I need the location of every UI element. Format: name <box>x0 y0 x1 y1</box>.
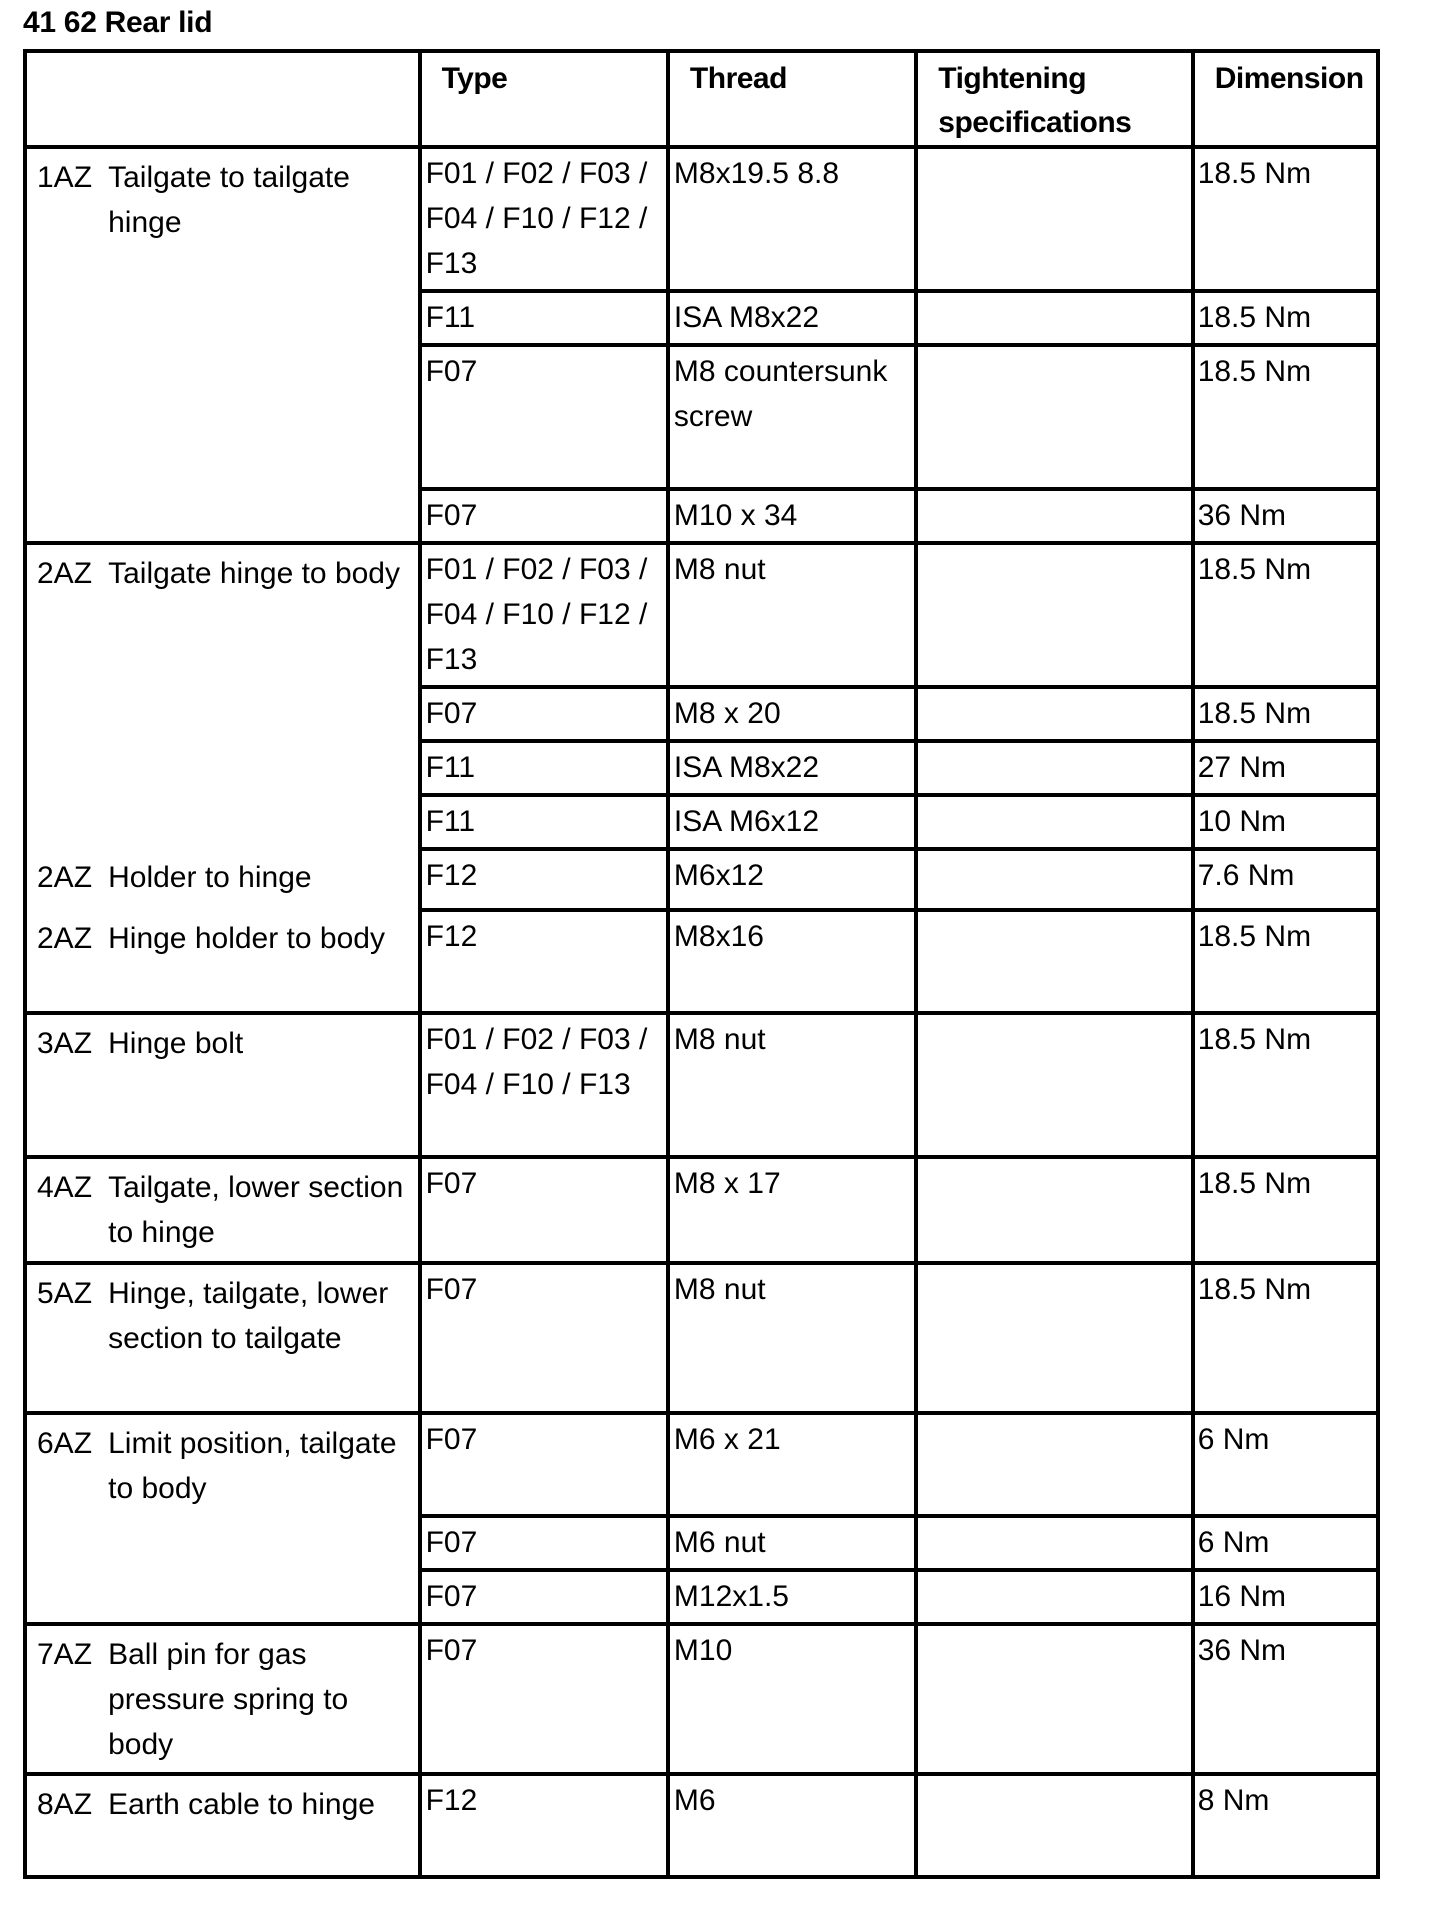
table-row <box>25 1157 1378 1263</box>
tightening-spec-cell <box>916 1774 1192 1877</box>
table-header-row <box>25 51 1378 147</box>
header-type: Type <box>420 51 668 147</box>
tightening-spec-cell <box>916 291 1192 345</box>
thread-cell: M8x16 <box>668 910 916 1013</box>
tightening-spec-cell <box>916 1624 1192 1774</box>
vehicle-type-cell: F11 <box>420 795 668 849</box>
table-row <box>25 1263 1378 1413</box>
item-code: 5AZ <box>25 1263 108 1413</box>
header-blank <box>25 51 420 147</box>
table-row <box>25 147 1378 291</box>
thread-cell: M6 x 21 <box>668 1413 916 1516</box>
item-description: Holder to hinge <box>108 849 419 910</box>
tightening-spec-cell <box>916 1157 1192 1263</box>
thread-cell: ISA M8x22 <box>668 291 916 345</box>
vehicle-type-cell: F07 <box>420 1516 668 1570</box>
tightening-spec-cell <box>916 345 1192 489</box>
thread-cell: M8 x 20 <box>668 687 916 741</box>
dimension-cell: 18.5 Nm <box>1193 345 1378 489</box>
item-code: 4AZ <box>25 1157 108 1263</box>
dimension-cell: 18.5 Nm <box>1193 687 1378 741</box>
thread-cell: M10 <box>668 1624 916 1774</box>
tightening-spec-cell <box>916 1570 1192 1624</box>
header-tightening: Tightening specifications <box>916 51 1192 147</box>
tightening-spec-cell <box>916 1013 1192 1157</box>
tightening-spec-cell <box>916 795 1192 849</box>
tightening-spec-cell <box>916 1516 1192 1570</box>
vehicle-type-cell: F12 <box>420 849 668 910</box>
dimension-cell: 18.5 Nm <box>1193 1263 1378 1413</box>
vehicle-type-cell: F07 <box>420 687 668 741</box>
thread-cell: M8 nut <box>668 543 916 687</box>
thread-cell: M8 nut <box>668 1013 916 1157</box>
thread-cell: M8x19.5 8.8 <box>668 147 916 291</box>
item-description: Hinge bolt <box>108 1013 419 1157</box>
tightening-spec-cell <box>916 687 1192 741</box>
thread-cell: M8 countersunk screw <box>668 345 916 489</box>
thread-cell: M6 <box>668 1774 916 1877</box>
header-thread: Thread <box>668 51 916 147</box>
item-description: Tailgate to tailgate hinge <box>108 147 419 543</box>
vehicle-type-cell: F01 / F02 / F03 / F04 / F10 / F12 / F13 <box>420 147 668 291</box>
table-row <box>25 910 1378 1013</box>
item-code: 2AZ <box>25 849 108 910</box>
dimension-cell: 6 Nm <box>1193 1413 1378 1516</box>
table-row <box>25 849 1378 910</box>
vehicle-type-cell: F11 <box>420 291 668 345</box>
table-row <box>25 1774 1378 1877</box>
tightening-spec-cell <box>916 1263 1192 1413</box>
dimension-cell: 8 Nm <box>1193 1774 1378 1877</box>
item-description: Hinge, tailgate, lower section to tailgate <box>108 1263 419 1413</box>
table-row <box>25 543 1378 687</box>
dimension-cell: 36 Nm <box>1193 489 1378 543</box>
vehicle-type-cell: F11 <box>420 741 668 795</box>
thread-cell: M8 x 17 <box>668 1157 916 1263</box>
item-code: 8AZ <box>25 1774 108 1877</box>
tightening-spec-cell <box>916 543 1192 687</box>
dimension-cell: 10 Nm <box>1193 795 1378 849</box>
thread-cell: ISA M8x22 <box>668 741 916 795</box>
tightening-spec-cell <box>916 910 1192 1013</box>
vehicle-type-cell: F07 <box>420 345 668 489</box>
item-description: Tailgate, lower section to hinge <box>108 1157 419 1263</box>
vehicle-type-cell: F07 <box>420 1570 668 1624</box>
document-title: 41 62 Rear lid <box>23 6 213 39</box>
item-description: Tailgate hinge to body <box>108 543 419 849</box>
dimension-cell: 18.5 Nm <box>1193 543 1378 687</box>
thread-cell: M8 nut <box>668 1263 916 1413</box>
thread-cell: M6 nut <box>668 1516 916 1570</box>
vehicle-type-cell: F07 <box>420 1157 668 1263</box>
vehicle-type-cell: F01 / F02 / F03 / F04 / F10 / F13 <box>420 1013 668 1157</box>
item-code: 1AZ <box>25 147 108 543</box>
item-code: 2AZ <box>25 543 108 849</box>
dimension-cell: 6 Nm <box>1193 1516 1378 1570</box>
dimension-cell: 27 Nm <box>1193 741 1378 795</box>
table-row <box>25 1624 1378 1774</box>
vehicle-type-cell: F12 <box>420 1774 668 1877</box>
thread-cell: M10 x 34 <box>668 489 916 543</box>
item-code: 7AZ <box>25 1624 108 1774</box>
tightening-spec-cell <box>916 489 1192 543</box>
tightening-spec-cell <box>916 1413 1192 1516</box>
vehicle-type-cell: F07 <box>420 1624 668 1774</box>
dimension-cell: 18.5 Nm <box>1193 291 1378 345</box>
vehicle-type-cell: F12 <box>420 910 668 1013</box>
dimension-cell: 18.5 Nm <box>1193 147 1378 291</box>
vehicle-type-cell: F07 <box>420 1263 668 1413</box>
dimension-cell: 18.5 Nm <box>1193 1013 1378 1157</box>
vehicle-type-cell: F07 <box>420 1413 668 1516</box>
header-dimension: Dimension <box>1193 51 1378 147</box>
thread-cell: ISA M6x12 <box>668 795 916 849</box>
item-description: Limit position, tailgate to body <box>108 1413 419 1624</box>
item-description: Ball pin for gas pressure spring to body <box>108 1624 419 1774</box>
dimension-cell: 18.5 Nm <box>1193 1157 1378 1263</box>
tightening-spec-table <box>23 49 1380 1879</box>
dimension-cell: 16 Nm <box>1193 1570 1378 1624</box>
item-code: 2AZ <box>25 910 108 1013</box>
item-code: 3AZ <box>25 1013 108 1157</box>
dimension-cell: 36 Nm <box>1193 1624 1378 1774</box>
tightening-spec-cell <box>916 741 1192 795</box>
item-code: 6AZ <box>25 1413 108 1624</box>
table-row <box>25 1013 1378 1157</box>
vehicle-type-cell: F07 <box>420 489 668 543</box>
thread-cell: M12x1.5 <box>668 1570 916 1624</box>
tightening-spec-cell <box>916 147 1192 291</box>
dimension-cell: 7.6 Nm <box>1193 849 1378 910</box>
vehicle-type-cell: F01 / F02 / F03 / F04 / F10 / F12 / F13 <box>420 543 668 687</box>
item-description: Earth cable to hinge <box>108 1774 419 1877</box>
thread-cell: M6x12 <box>668 849 916 910</box>
table-row <box>25 1413 1378 1516</box>
item-description: Hinge holder to body <box>108 910 419 1013</box>
dimension-cell: 18.5 Nm <box>1193 910 1378 1013</box>
tightening-spec-cell <box>916 849 1192 910</box>
